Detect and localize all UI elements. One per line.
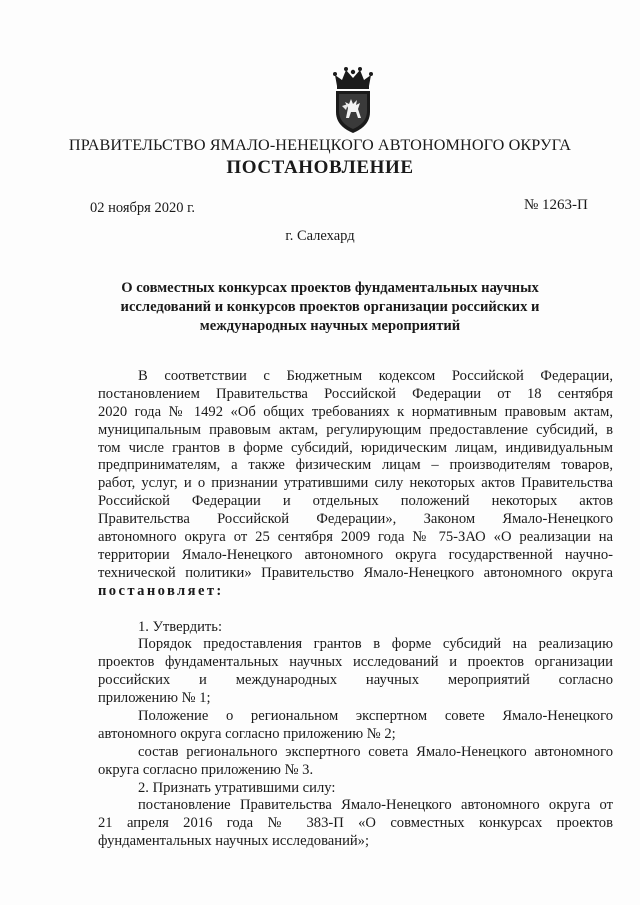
preamble-line: территории Ямало-Ненецкого автономного округа государственной научно-	[98, 546, 613, 563]
item-1-line: состав регионального экспертного совета Ямало-Ненецкого автономного	[138, 743, 613, 760]
subject-line: исследований и конкурсов проектов организации российских и	[120, 299, 540, 315]
document-body	[98, 368, 613, 851]
preamble-line: работ, услуг, и о признании утратившими силу некоторых актов Правительства	[98, 475, 613, 492]
preamble-line: В соответствии с Бюджетным кодексом Российской Федерации,	[138, 368, 613, 384]
preamble-line: 2020 года № 1492 «Об общих требованиях к нормативным правовым актам,	[98, 403, 613, 420]
yanao-coat-of-arms-icon	[328, 66, 378, 136]
item-1-line: Порядок предоставления грантов в форме субсидий на реализацию	[138, 636, 613, 653]
item-2-line: 21 апреля 2016 года № 383-П «О совместных конкурсах проектов	[98, 815, 613, 832]
item-1-line: автономного округа согласно приложению № 2;	[98, 725, 396, 742]
document-city: г. Салехард	[285, 228, 355, 244]
preamble-line: технической политики» Правительство Ямало-Ненецкого автономного округа	[98, 564, 613, 581]
document-number: № 1263-П	[524, 197, 588, 213]
preamble-line: предпринимателям, а также физическим лицам – производителям товаров,	[98, 457, 613, 474]
preamble-line: автономного округа от 25 сентября 2009 года № 75-ЗАО «О реализации на	[98, 529, 613, 546]
government-name: ПРАВИТЕЛЬСТВО ЯМАЛО-НЕНЕЦКОГО АВТОНОМНОГО ОКРУГА	[68, 136, 572, 154]
document-subject	[120, 279, 540, 336]
subject-line: О совместных конкурсах проектов фундаментальных научных	[121, 280, 539, 296]
item-2-line: фундаментальных научных исследований»;	[98, 833, 370, 850]
item-1-line: округа согласно приложению № 3.	[98, 761, 314, 778]
item-1-line: приложению № 1;	[98, 690, 211, 707]
preamble-line: том числе грантов в форме субсидий, юридическим лицам, индивидуальным	[98, 439, 613, 456]
document-type-title: ПОСТАНОВЛЕНИЕ	[226, 157, 414, 178]
item-1-line: Положение о региональном экспертном совете Ямало-Ненецкого	[138, 708, 613, 725]
preamble-line: постановлением Правительства Российской Федерации от 18 сентября	[98, 385, 613, 402]
item-2-line: постановление Правительства Ямало-Ненецкого автономного округа от	[138, 797, 613, 814]
item-2-heading: 2. Признать утратившими силу:	[138, 779, 336, 796]
paragraph-gap	[98, 601, 613, 619]
preamble-line: Правительства Российской Федерации», Законом Ямало-Ненецкого	[98, 511, 613, 528]
item-1-heading: 1. Утвердить:	[138, 618, 223, 635]
resolves-word: постановляет:	[98, 582, 224, 599]
item-1-line: проектов фундаментальных научных исследований и проектов организации	[98, 654, 613, 671]
item-1-line: российских и международных научных мероприятий согласно	[98, 672, 613, 689]
document-date: 02 ноября 2020 г.	[90, 200, 196, 216]
preamble-line: Российской Федерации и отдельных положений некоторых актов	[98, 493, 613, 510]
subject-line: международных научных мероприятий	[199, 318, 461, 334]
preamble-line: муниципальным правовым актам, регулирующим предоставление субсидий, в	[98, 421, 613, 438]
